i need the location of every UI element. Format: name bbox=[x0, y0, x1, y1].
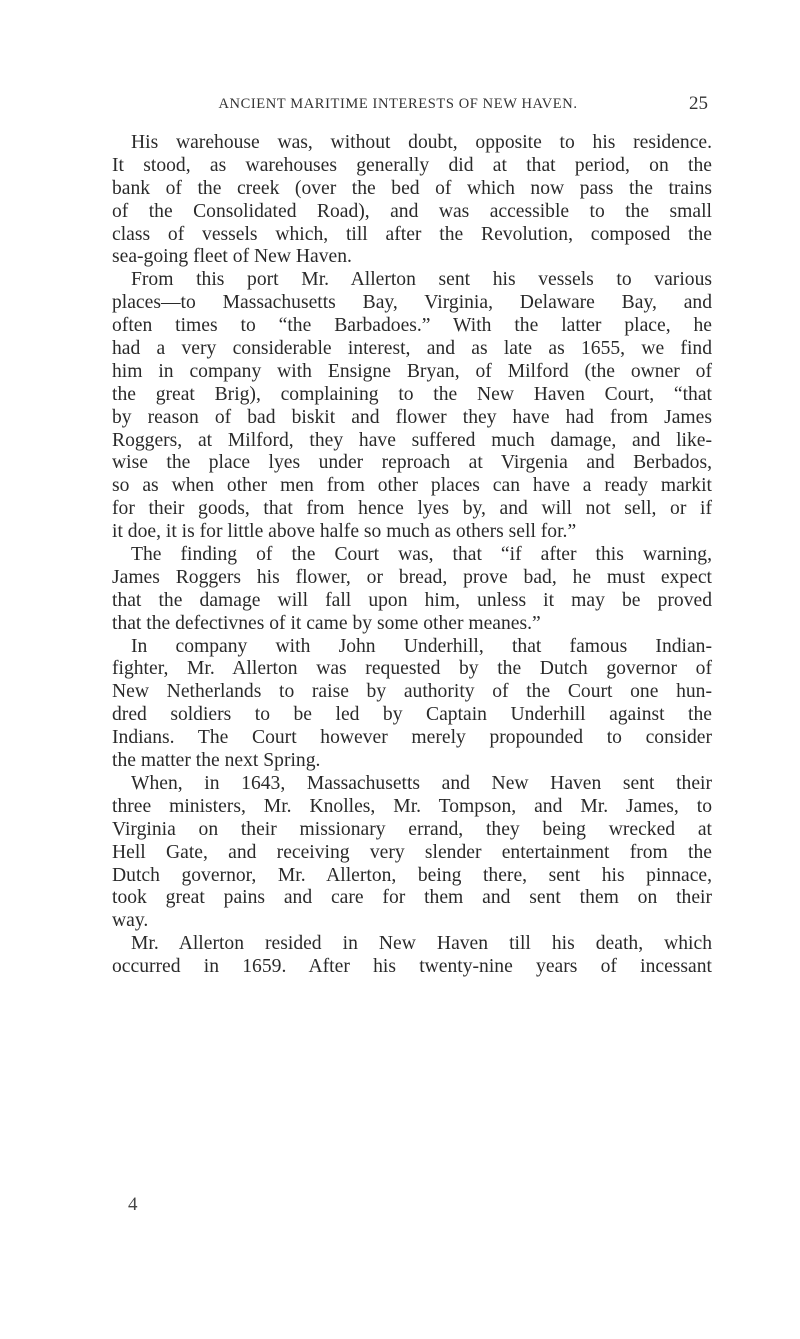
running-header bbox=[128, 93, 708, 118]
text-line: of the Consolidated Road), and was accessible to the small bbox=[112, 200, 712, 222]
text-line: so as when other men from other places can have a ready markit bbox=[112, 475, 712, 497]
signature-mark: 4 bbox=[128, 1194, 138, 1215]
text-line: had a very considerable interest, and as late as 1655, we find bbox=[112, 338, 712, 360]
text-line: dred soldiers to be led by Captain Underhill against the bbox=[112, 704, 712, 726]
text-line: From this port Mr. Allerton sent his vessels to various bbox=[131, 269, 712, 291]
text-line: places—to Massachusetts Bay, Virginia, Delaware Bay, and bbox=[112, 292, 712, 314]
text-line: wise the place lyes under reproach at Virgenia and Berbados, bbox=[112, 452, 712, 474]
body-text bbox=[112, 132, 712, 979]
text-line: When, in 1643, Massachusetts and New Haven sent their bbox=[131, 772, 712, 794]
text-line: Virginia on their missionary errand, they being wrecked at bbox=[112, 818, 712, 840]
text-line: bank of the creek (over the bed of which now pass the trains bbox=[112, 177, 712, 199]
text-line: Hell Gate, and receiving very slender entertainment from the bbox=[112, 841, 712, 863]
text-line: James Roggers his flower, or bread, prove bad, he must expect bbox=[112, 566, 712, 588]
text-line: the matter the next Spring. bbox=[112, 750, 321, 772]
text-line: occurred in 1659. After his twenty-nine years of incessant bbox=[112, 956, 712, 978]
text-line: New Netherlands to raise by authority of the Court one hun- bbox=[112, 681, 712, 703]
text-line: sea-going fleet of New Haven. bbox=[112, 246, 352, 268]
text-line: took great pains and care for them and sent them on their bbox=[112, 887, 712, 909]
text-line: it doe, it is for little above halfe so much as others sell for.” bbox=[112, 521, 577, 543]
text-line: that the defectivnes of it came by some other meanes.” bbox=[112, 612, 541, 634]
text-line: In company with John Underhill, that famous Indian- bbox=[131, 635, 712, 657]
text-line: Indians. The Court however merely propounded to consider bbox=[112, 727, 712, 749]
text-line: three ministers, Mr. Knolles, Mr. Tompson, and Mr. James, to bbox=[112, 795, 712, 817]
text-line: for their goods, that from hence lyes by, and will not sell, or if bbox=[112, 498, 712, 520]
text-line: him in company with Ensigne Bryan, of Milford (the owner of bbox=[112, 360, 712, 382]
text-line: Dutch governor, Mr. Allerton, being there, sent his pinnace, bbox=[112, 864, 712, 886]
running-title: ANCIENT MARITIME INTERESTS OF NEW HAVEN. bbox=[218, 96, 578, 112]
page-number: 25 bbox=[689, 93, 708, 114]
text-line: way. bbox=[112, 910, 149, 932]
text-line: Roggers, at Milford, they have suffered much damage, and like- bbox=[112, 429, 712, 451]
text-line: His warehouse was, without doubt, opposite to his residence. bbox=[131, 132, 712, 153]
text-line: fighter, Mr. Allerton was requested by the Dutch governor of bbox=[112, 658, 712, 680]
text-line: class of vessels which, till after the Revolution, composed the bbox=[112, 223, 712, 245]
text-line: that the damage will fall upon him, unless it may be proved bbox=[112, 589, 712, 611]
text-line: often times to “the Barbadoes.” With the latter place, he bbox=[112, 315, 712, 337]
text-line: Mr. Allerton resided in New Haven till his death, which bbox=[131, 933, 712, 955]
text-line: The finding of the Court was, that “if after this warning, bbox=[131, 544, 712, 566]
text-line: It stood, as warehouses generally did at that period, on the bbox=[112, 154, 712, 176]
text-line: by reason of bad biskit and flower they have had from James bbox=[112, 406, 712, 428]
text-line: the great Brig), complaining to the New Haven Court, “that bbox=[112, 383, 712, 405]
